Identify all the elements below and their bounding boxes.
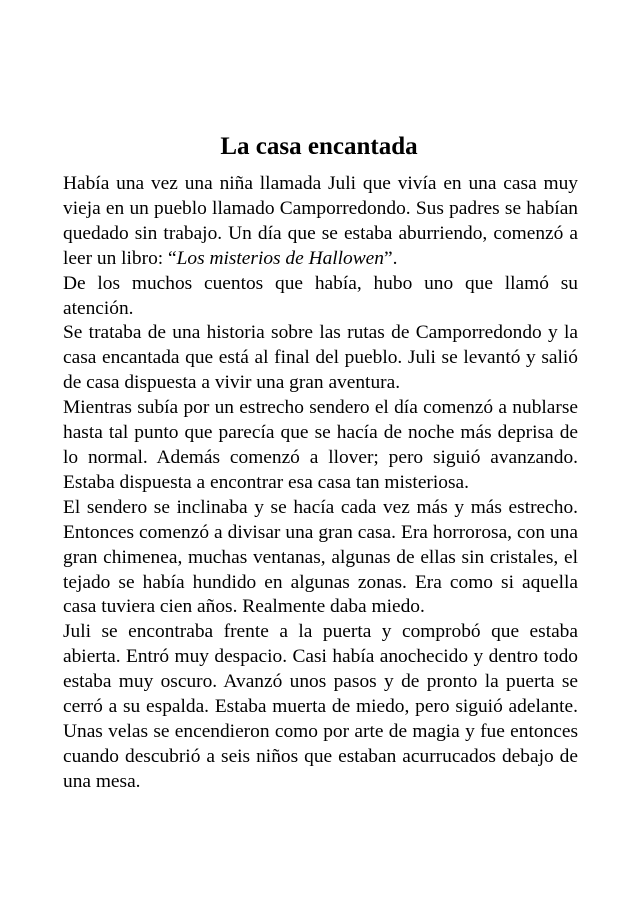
book-title: Los misterios de Hallowen	[176, 247, 384, 269]
paragraph-1-end: ”.	[384, 247, 398, 269]
paragraph-2: De los muchos cuentos que había, hubo uno que llamó su atención.	[63, 272, 578, 319]
document-body	[63, 172, 578, 795]
paragraph-1	[63, 172, 578, 272]
document-title: La casa encantada	[220, 133, 418, 160]
paragraph-5: El sendero se inclinaba y se hacía cada vez más y más estrecho. Entonces comenzó a divisar una gran casa. Era horrorosa, con una gran chimenea, muchas ventanas, algunas de ellas sin cristales, el tejado se había hundido en algunas zonas. Era como si aquella casa tuviera cien años. Realmente daba miedo.	[63, 496, 578, 618]
paragraph-6: Juli se encontraba frente a la puerta y comprobó que estaba abierta. Entró muy despacio. Casi había anochecido y dentro todo estaba muy oscuro. Avanzó unos pasos y de pronto la puerta se cerró a su espalda. Estaba muerta de miedo, pero siguió adelante. Unas velas se encendieron como por arte de magia y fue entonces cuando descubrió a seis niños que estaban acurrucados debajo de una mesa.	[63, 621, 578, 792]
paragraph-4: Mientras subía por un estrecho sendero el día comenzó a nublarse hasta tal punto que parecía que se hacía de noche más deprisa de lo normal. Además comenzó a llover; pero siguió avanzando. Estaba dispuesta a encontrar esa casa tan misteriosa.	[63, 397, 578, 493]
paragraph-3: Se trataba de una historia sobre las rutas de Camporredondo y la casa encantada que está al final del pueblo. Juli se levantó y salió de casa dispuesta a vivir una gran aventura.	[63, 322, 578, 394]
paragraph-1-text: Había una vez una niña llamada Juli que vivía en una casa muy vieja en un pueblo llamado Camporredondo. Sus padres se habían quedado sin trabajo. Un día que se estaba aburriendo, comenzó a leer un libro: “	[63, 173, 578, 269]
